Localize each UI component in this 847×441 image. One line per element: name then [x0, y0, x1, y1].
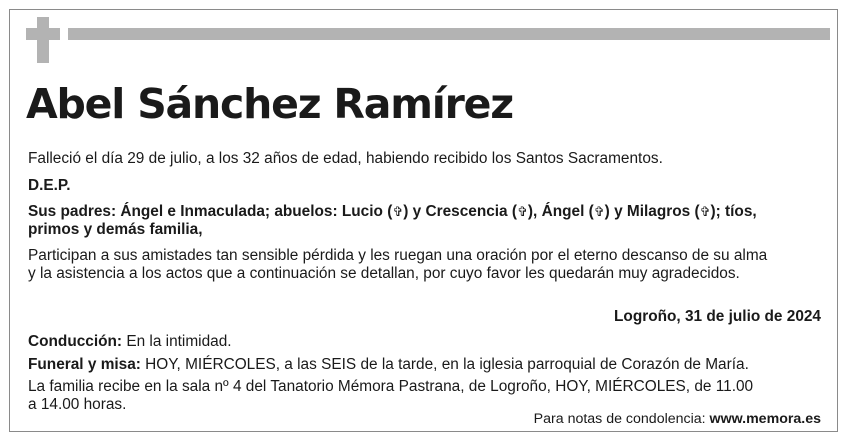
- dep-label: D.E.P.: [28, 177, 71, 194]
- death-statement: Falleció el día 29 de julio, a los 32 años de edad, habiendo recibido los Santos Sacramentos.: [28, 150, 663, 167]
- family-line-2: primos y demás familia,: [28, 221, 203, 238]
- deceased-name: Abel Sánchez Ramírez: [26, 80, 513, 128]
- funeral-line: [28, 356, 749, 375]
- place-date: Logroño, 31 de julio de 2024: [614, 308, 821, 325]
- cross-symbol-icon: ✞: [517, 205, 528, 220]
- message-line-2: y la asistencia a los actos que a continuación se detallan, por cuyo favor les quedarán muy agradecidos.: [28, 265, 740, 282]
- cross-symbol-icon: ✞: [699, 205, 711, 220]
- cross-symbol-icon: ✞: [392, 205, 404, 220]
- condolence-label: Para notas de condolencia:: [533, 411, 710, 427]
- condolence-line: [534, 410, 821, 429]
- funeral-label: Funeral y misa:: [28, 356, 141, 373]
- family-receives-line-1: La familia recibe en la sala nº 4 del Tanatorio Mémora Pastrana, de Logroño, HOY, MIÉRCOLES, de 11.00: [28, 378, 754, 395]
- header-rule: [68, 28, 830, 40]
- family-receives-line-2: a 14.00 horas.: [28, 396, 127, 413]
- family-line-1: Sus padres: Ángel e Inmaculada; abuelos: Lucio (✞) y Crescencia (✞), Ángel (✞) y Milagros (✞); tíos,: [28, 203, 757, 220]
- cross-icon: [26, 17, 60, 63]
- funeral-value: HOY, MIÉRCOLES, a las SEIS de la tarde, en la iglesia parroquial de Corazón de María.: [140, 356, 749, 373]
- conduccion-value: En la intimidad.: [122, 333, 232, 350]
- conduccion-line: [28, 333, 232, 352]
- cross-symbol-icon: ✞: [593, 205, 605, 220]
- message-line-1: Participan a sus amistades tan sensible pérdida y les ruegan una oración por el eterno descanso de su alma: [28, 247, 768, 264]
- condolence-website-link[interactable]: www.memora.es: [709, 411, 821, 427]
- conduccion-label: Conducción:: [28, 333, 123, 350]
